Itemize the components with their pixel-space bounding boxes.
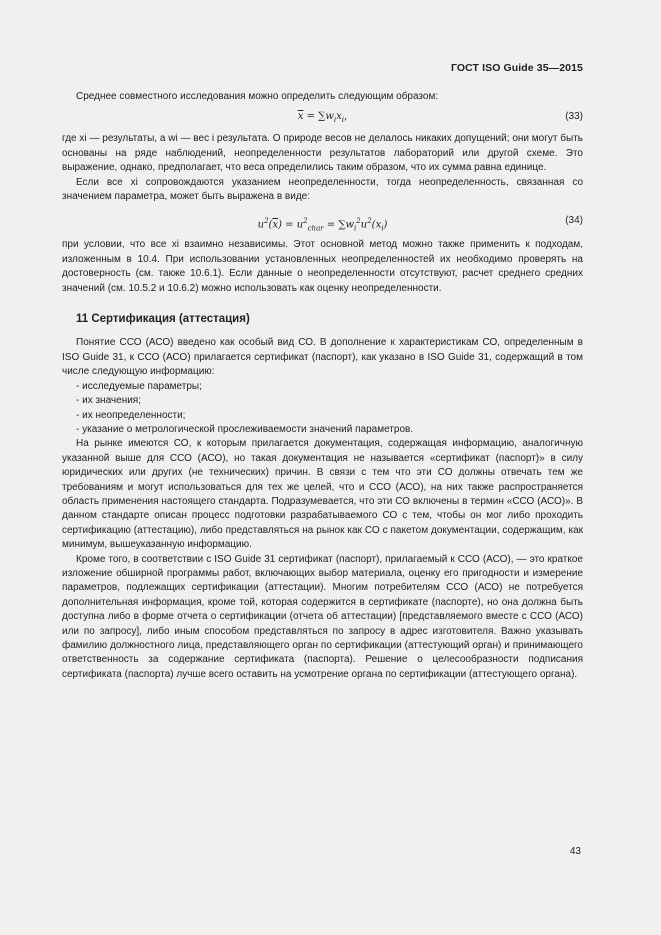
- paragraph: при условии, что все xi взаимно независимы. Этот основной метод можно также применить к подходам, изложенным в 10.4. При использовании установленных неопределенностей их необходимо проверять на достоверность (см. также 10.6.1). Если данные о неопределенности отсутствуют, расчет среднего средних значений (см. 10.5.2 и 10.6.2) можно использовать как оценку неопределенности.: [62, 239, 583, 294]
- formula-expression: $u^2(\overline{x}) = u^2_{char} = \sum w_i^2u^2(x_i)$: [257, 217, 388, 233]
- formula-expression: $\overline{x} = \sum w_ix_i$,: [297, 111, 348, 125]
- formula-34: [62, 206, 583, 236]
- section-heading: 11 Сертификация (аттестация): [76, 313, 250, 326]
- formula-number: (33): [565, 111, 583, 123]
- paragraph: Среднее совместного исследования можно определить следующим образом:: [76, 91, 439, 102]
- page-number: 43: [569, 846, 581, 857]
- list-item: - их неопределенности;: [76, 409, 186, 421]
- formula-number: (34): [565, 215, 583, 227]
- paragraph: где xi — результаты, а wi — вес i результата. О природе весов не делалось никаких допущений; они могут быть основаны на ряде наблюдений, неопределенности результатов лабораторий или другой схеме. Это выражение, однако, предполагает, что веса определились таким образом, что их сумма равна единице.: [62, 133, 583, 174]
- document-body: [62, 90, 583, 682]
- formula-33: [62, 106, 583, 130]
- paragraph: Если все xi сопровождаются указанием неопределенности, тогда неопределенность, связанная со значением параметра, может быть выражена в виде:: [62, 176, 583, 203]
- paragraph: На рынке имеются СО, к которым прилагается документация, содержащая информацию, аналогичную указанной выше для ССО (АСО), но такая документация не называется «сертификат (паспорт)» в силу юридических или других (не технических) причин. В связи с тем что эти СО должны отвечать тем же требованиям и могут использоваться для тех же целей, что и ССО (АСО), на них также распространяется область применения настоящего стандарта. Подразумевается, что эти СО включены в термин «ССО (АСО)». В данном стандарте описан процесс подготовки разрабатываемого СО с тем, чтобы он мог либо проходить сертификацию (аттестацию), либо представляться на рынок как СО с пакетом документации, содержащим, как минимум, вышеуказанную информацию.: [62, 438, 583, 551]
- list-item: - исследуемые параметры;: [76, 380, 202, 392]
- list-item: - указание о метрологической прослеживаемости значений параметров.: [76, 423, 414, 435]
- document-header: ГОСТ ISO Guide 35—2015: [450, 62, 583, 74]
- paragraph: Понятие ССО (АСО) введено как особый вид СО. В дополнение к характеристикам СО, определенным в ISO Guide 31, к ССО (АСО) прилагается сертификат (паспорт), как указано в ISO Guide 31, содержащий в том числе следующую информацию:: [62, 337, 583, 378]
- list-item: - их значения;: [76, 395, 141, 407]
- paragraph: Кроме того, в соответствии с ISO Guide 31 сертификат (паспорт), прилагаемый к ССО (АСО), — это краткое изложение обширной программы работ, включающих выбор материала, оценку его пригодности и измерение параметров, подлежащих сертификации (аттестации). Многим потребителям ССО (АСО) не потребуется дополнительная информация, кроме той, которая содержится в сертификате (паспорте), но она должна быть доступна либо в форме отчета о сертификации (отчета об аттестации) [представляемого вместе с ССО (АСО) или по запросу], либо иным способом представляться по запросу в адрес изготовителя. Важно указывать фамилию должностного лица, представляющего орган по сертификации (аттестующий орган) и принимающего ответственность за содержание сертификата (паспорта). Решение о целесообразности подписания сертификата (паспорта) лучше всего оставить на усмотрение органа по сертификации (аттестующего органа).: [62, 553, 583, 680]
